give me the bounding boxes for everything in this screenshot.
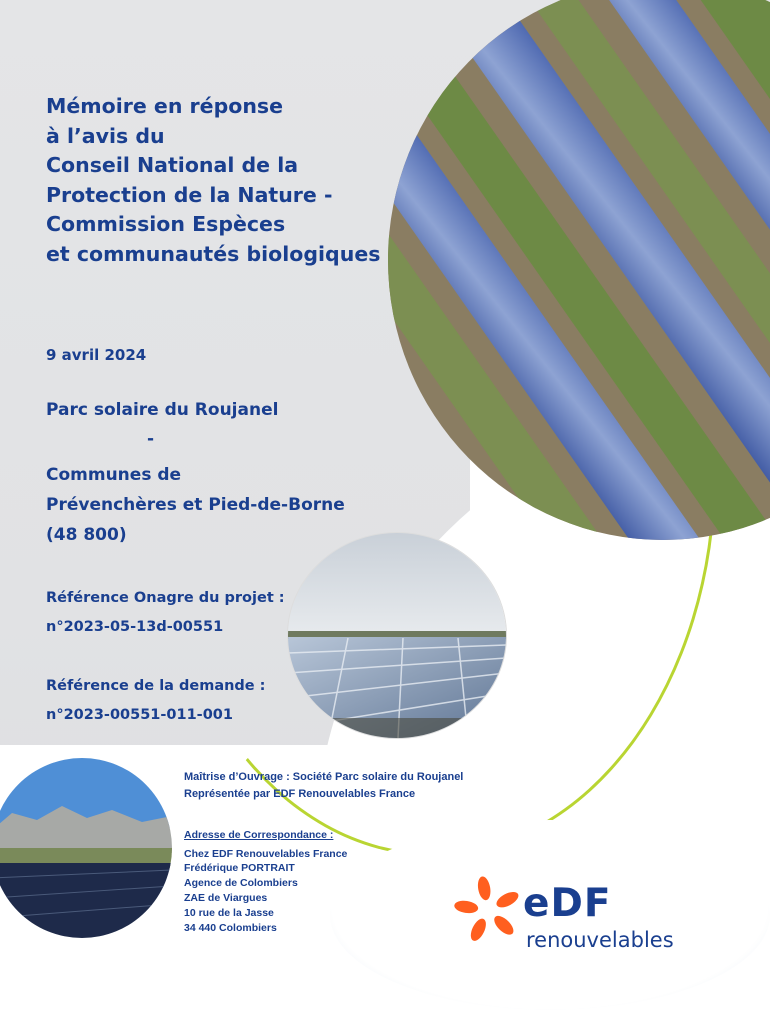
title-line: Protection de la Nature -: [46, 182, 333, 207]
project-communes: [46, 460, 345, 550]
postal-code: (48 800): [46, 525, 127, 545]
address-heading: Adresse de Correspondance :: [184, 829, 334, 841]
title-line: Commission Espèces: [46, 212, 286, 236]
title-line: et communautés biologiques: [46, 241, 381, 266]
address-line: Agence de Colombiers: [184, 877, 298, 889]
solar-field-photo: [287, 532, 507, 739]
maitrise-represented-by: Représentée par EDF Renouvelables France: [184, 788, 416, 800]
title-line: Mémoire en réponse: [46, 94, 284, 118]
demande-reference-value: n°2023-00551-011-001: [46, 707, 233, 723]
document-title: [46, 92, 380, 269]
title-line: Conseil National de la: [46, 153, 299, 177]
title-line: à l’avis du: [46, 123, 165, 148]
mountain-solar-photo: [0, 758, 172, 938]
address-line: Chez EDF Renouvelables France: [184, 848, 348, 860]
project-name: Parc solaire du Roujanel: [46, 400, 279, 420]
demande-reference-label: Référence de la demande :: [46, 678, 266, 694]
communes-line: Communes de: [46, 465, 182, 485]
onagre-reference-value: n°2023-05-13d-00551: [46, 619, 224, 635]
address-line: 34 440 Colombiers: [184, 922, 277, 934]
communes-line: Prévenchères et Pied-de-Borne: [46, 495, 345, 515]
edf-star-logo-icon: [452, 874, 524, 946]
document-date: 9 avril 2024: [46, 346, 147, 364]
project-separator: -: [147, 429, 155, 449]
onagre-reference-label: Référence Onagre du projet :: [46, 590, 285, 606]
address-line: 10 rue de la Jasse: [184, 907, 274, 919]
address-line: ZAE de Viargues: [184, 892, 268, 904]
edf-logo-text: eDF: [523, 881, 612, 926]
address-line: Frédérique PORTRAIT: [184, 862, 295, 874]
edf-logo-subtitle: renouvelables: [526, 928, 674, 952]
maitrise-ouvrage: Maîtrise d’Ouvrage : Société Parc solaire du Roujanel: [184, 771, 464, 783]
